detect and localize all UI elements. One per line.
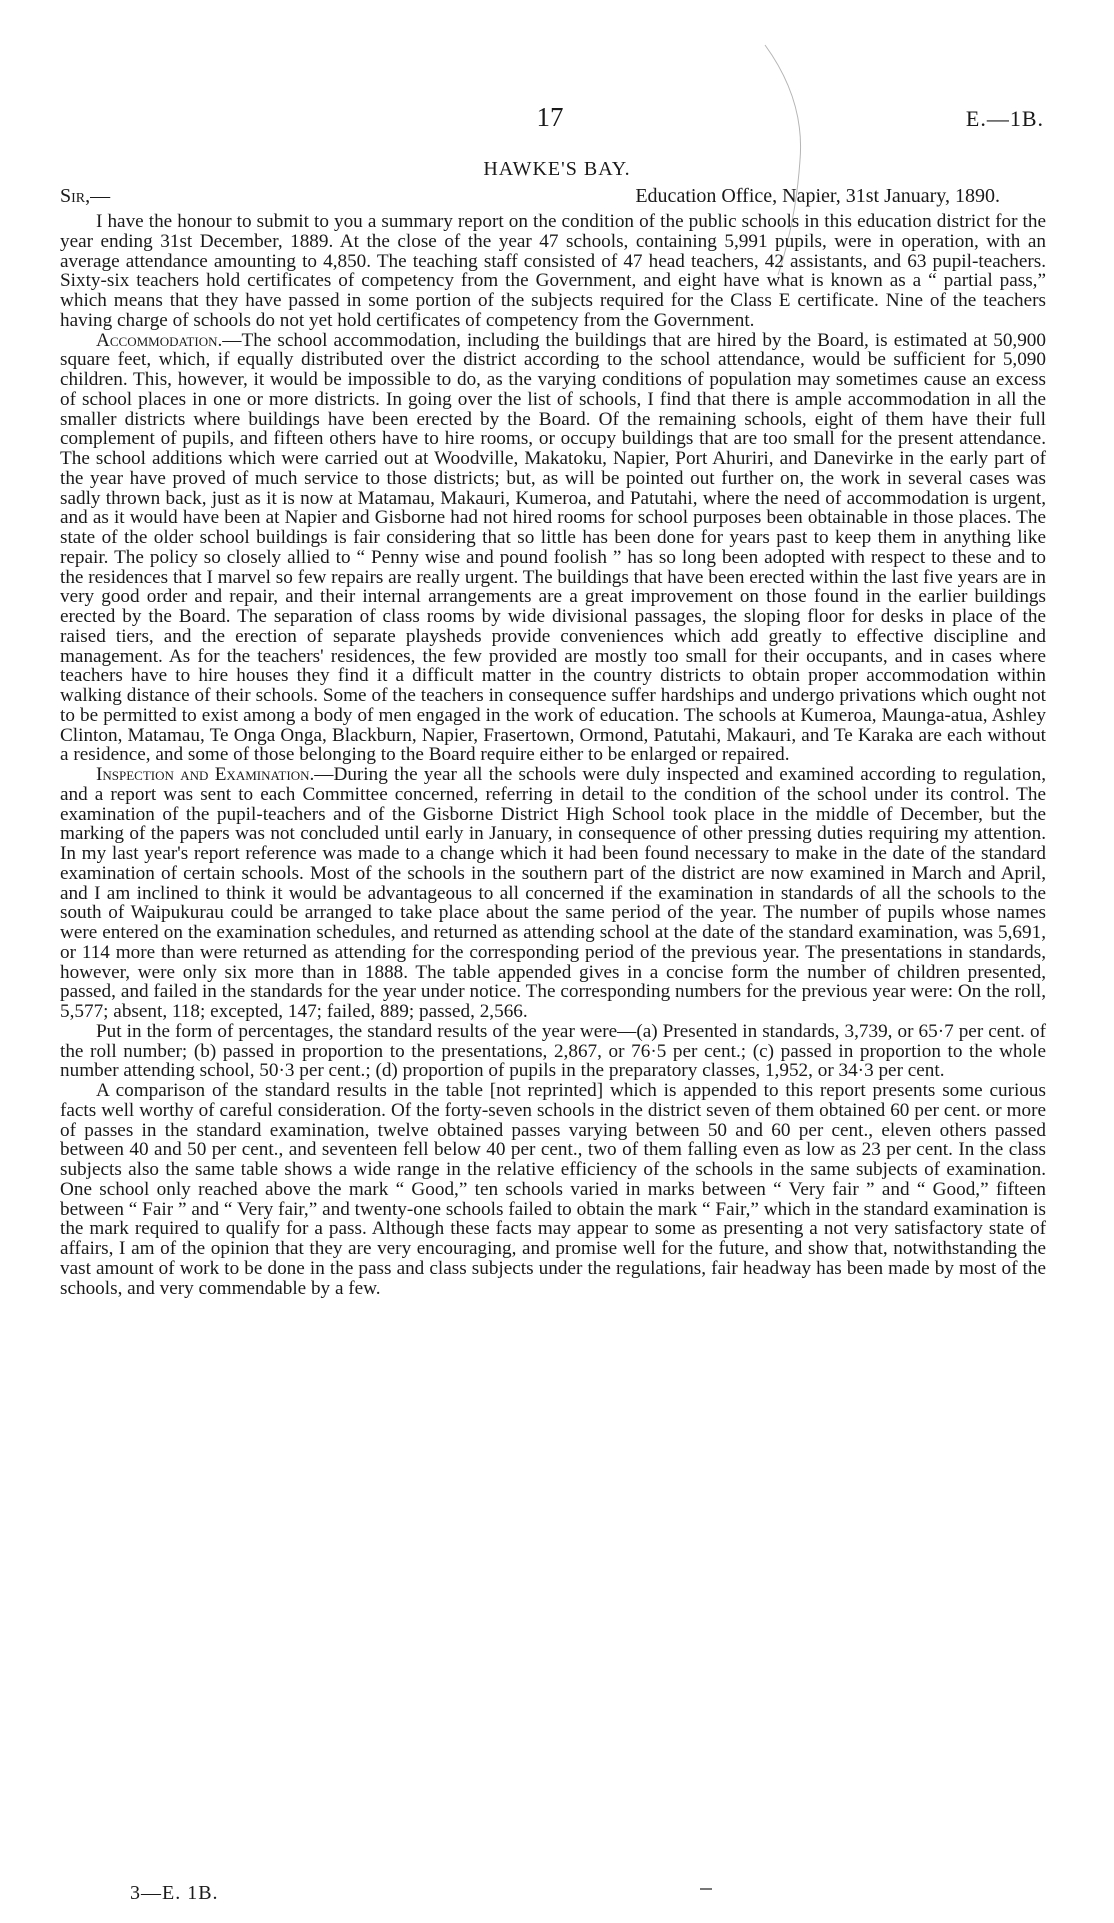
paragraph-heading-accommodation: Accommodation.: [96, 329, 223, 351]
paragraph-text: —The school accommodation, including the buildings that are hired by the Board, is estimated at 50,900 square feet, which, if equally distributed over the district according to the school attendance, would be sufficient for 5,090 children. This, however, it would be impossible to do, as the varying conditions of population may sometimes cause an excess of school places in one or more districts. In going over the list of schools, I find that there is ample accommodation in all the smaller districts where buildings have been erected by the Board. Of the remaining schools, eight of them have their full complement of pupils, and fifteen others have to hire rooms, or occupy buildings that are too small for the present attendance. The school additions which were carried out at Woodville, Makatoku, Napier, Port Ahuriri, and Danevirke in the early part of the year have proved of much service to those districts; but, as will be pointed out further on, the work in several cases was sadly thrown back, just as it is now at Matamau, Makauri, Kumeroa, and Patutahi, where the need of accommodation is urgent, and as it would have been at Napier and Gisborne had not hired rooms for school purposes been obtainable in those places. The state of the older school buildings is fair considering that so little has been done for years past to keep them in anything like repair. The policy so closely allied to “ Penny wise and pound foolish ” has so long been adopted with respect to these and to the residences that I marvel so few repairs are really urgent. The buildings that have been erected within the last five years are in very good order and repair, and their internal arrangements are a great improvement on those found in the earlier buildings erected by the Board. The separation of class rooms by wide divisional passages, the sloping floor for desks in place of the raised tiers, and the erection of separate playsheds provide conveniences which add greatly to effective discipline and management. As for the teachers' residences, the few provided are mostly too small for their occupants, and in cases where teachers have to hire houses they find it a difficult matter in the country districts to obtain proper accommodation within walking distance of their schools. Some of the teachers in consequence suffer hardships and undergo privations which ought not to be permitted to exist among a body of men engaged in the work of education. The schools at Kumeroa, Maunga-atua, Ashley Clinton, Matamau, Te Onga Onga, Blackburn, Napier, Frasertown, Ormond, Patutahi, Makauri, and Te Karaka are each without a residence, and some of those belonging to the Board require either to be enlarged or repaired.: [60, 329, 1046, 766]
salutation: Sir,—: [60, 185, 111, 207]
dateline: Education Office, Napier, 31st January, 1890.: [635, 185, 1000, 207]
paragraph-percentages: [60, 1022, 1046, 1081]
paragraph-accommodation: [60, 331, 1046, 766]
paragraph-inspection: [60, 765, 1046, 1022]
report-body: [60, 212, 1046, 1298]
paragraph-text: —During the year all the schools were duly inspected and examined according to regulation, and a report was sent to each Committee concerned, referring in detail to the condition of the school under its control. The examination of the pupil-teachers and of the Gisborne District High School took place in the middle of December, but the marking of the papers was not concluded until early in January, in consequence of other pressing duties requiring my attention. In my last year's report reference was made to a change which it had been found necessary to make in the date of the standard examination of certain schools. Most of the schools in the southern part of the district are now examined in March and April, and I am inclined to think it would be advantageous to all concerned if the examination in standards of all the schools to the south of Waipukurau could be arranged to take place about the same period of the year. The number of pupils whose names were entered on the examination schedules, and returned as attending school at the date of the standard examination, was 5,691, or 114 more than were returned as attending for the corresponding period of the previous year. The presentations in standards, however, were only six more than in 1888. The table appended gives in a concise form the number of children presented, passed, and failed in the standards for the year under notice. The corresponding numbers for the previous year were: On the roll, 5,577; absent, 118; excepted, 147; failed, 889; passed, 2,566.: [60, 764, 1046, 1022]
document-reference: E.—1B.: [965, 106, 1044, 131]
page-number: 17: [536, 102, 564, 132]
paragraph-text: Put in the form of percentages, the standard results of the year were—(a) Presented in standards, 3,739, or 65·7 per cent. of the roll number; (b) passed in proportion to the presentations, 2,867, or 76·5 per cent.; (c) passed in proportion to the whole number attending school, 50·3 per cent.; (d) proportion of pupils in the preparatory classes, 1,952, or 34·3 per cent.: [60, 1020, 1046, 1082]
paragraph-heading-inspection: Inspection and Examination.: [96, 764, 315, 785]
paragraph-introduction: [60, 212, 1046, 331]
section-title: HAWKE'S BAY.: [483, 158, 631, 180]
stray-mark: [700, 1888, 712, 1890]
footer-signature-ref: 3—E. 1B.: [130, 1882, 219, 1904]
paragraph-text: I have the honour to submit to you a summary report on the condition of the public schools in this education district for the year ending 31st December, 1889. At the close of the year 47 schools, containing 5,991 pupils, were in operation, with an average attendance amounting to 4,850. The teaching staff consisted of 47 head teachers, 42 assistants, and 63 pupil-teachers. Sixty-six teachers hold certificates of competency from the Government, and eight have what is known as a “ partial pass,” which means that they have passed in some portion of the subjects required for the Class E certificate. Nine of the teachers having charge of schools do not yet hold certificates of competency from the Government.: [60, 211, 1046, 331]
paragraph-text: A comparison of the standard results in the table [not reprinted] which is appended to this report presents some curious facts well worthy of careful consideration. Of the forty-seven schools in the district seven of them obtained 60 per cent. or more of passes in the standard examination, twelve obtained passes varying between 50 and 60 per cent., eleven others passed between 40 and 50 per cent., and seventeen fell below 40 per cent., two of them falling even as low as 23 per cent. In the class subjects also the same table shows a wide range in the relative efficiency of the schools in the same subjects of examination. One school only reached above the mark “ Good,” ten schools varied in marks between “ Very fair ” and “ Good,” fifteen between “ Fair ” and “ Very fair,” and twenty-one schools failed to obtain the mark “ Fair,” which in the standard examination is the mark required to qualify for a pass. Although these facts may appear to some as presenting a not very satisfactory state of affairs, I am of the opinion that they are very encouraging, and promise well for the future, and show that, notwithstanding the vast amount of work to be done in the pass and class subjects under the regulations, fair headway has been made by most of the schools, and very commendable by a few.: [60, 1080, 1046, 1299]
paragraph-comparison: [60, 1081, 1046, 1298]
